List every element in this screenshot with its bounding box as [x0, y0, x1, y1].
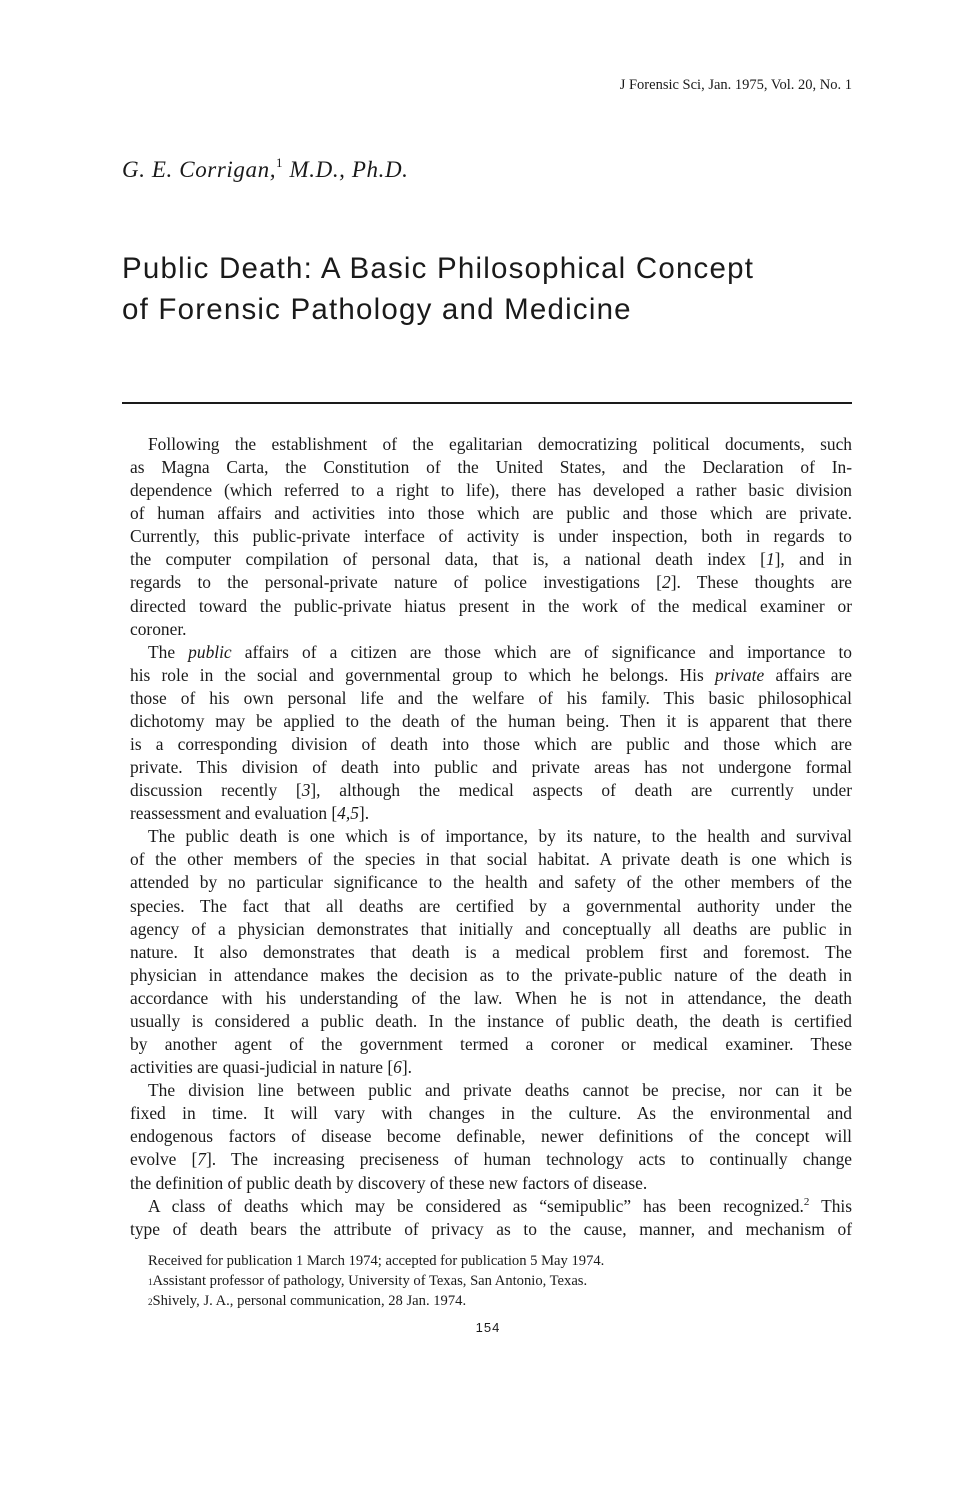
text-line [130, 595, 852, 618]
text-run: the definition of public death by discovery of these new factors of disease. [130, 1172, 648, 1193]
footnote-mark: 1 [276, 155, 284, 170]
text-line [130, 1079, 852, 1102]
footnote-reference: 2 [803, 1195, 810, 1208]
text-run: affairs of a citizen are those which are of significance and importance to [231, 641, 852, 662]
author-name: G. E. Corrigan, [122, 157, 277, 182]
running-head: J Forensic Sci, Jan. 1975, Vol. 20, No. 1 [619, 77, 852, 93]
text-run: directed toward the public-private hiatus present in the work of the medical examiner or [130, 595, 852, 616]
author-line [122, 157, 409, 183]
text-line [130, 1056, 852, 1079]
italic-run: 2 [661, 572, 671, 593]
text-run: This [809, 1195, 852, 1216]
title-line: of Forensic Pathology and Medicine [122, 293, 632, 326]
paragraph [130, 433, 852, 641]
text-run: attended by no particular significance to the health and safety of the other members of the [130, 872, 852, 893]
text-line [130, 433, 852, 456]
text-line [130, 756, 852, 779]
text-run: endogenous factors of disease become definable, newer definitions of the concept will [130, 1126, 852, 1147]
text-run: physician in attendance makes the decision as to the private-public nature of the death in [130, 964, 852, 985]
text-run: of human affairs and activities into those which are public and those which are private. [130, 503, 852, 524]
text-run: his role in the social and governmental group to which he belongs. His [130, 664, 715, 685]
text-run: fixed in time. It will vary with changes in the culture. As the environmental and [130, 1103, 852, 1124]
text-run: reassessment and evaluation [ [130, 803, 338, 824]
text-line [130, 1195, 852, 1218]
text-line [130, 895, 852, 918]
text-run: activities are quasi-judicial in nature [ [130, 1057, 394, 1078]
text-line [130, 733, 852, 756]
text-run: by another agent of the government termed a coroner or medical examiner. These [130, 1034, 852, 1055]
text-line [130, 964, 852, 987]
title-divider [122, 402, 852, 404]
footnote-mark: 2 [148, 1297, 153, 1307]
text-run: ], and in [774, 549, 852, 570]
text-run: ]. [358, 803, 370, 824]
text-run: species. The fact that all deaths are certified by a governmental authority under the [130, 895, 852, 916]
text-run: nature. It also demonstrates that death is a medical problem first and foremost. The [130, 941, 852, 962]
text-run: ]. [401, 1057, 413, 1078]
text-line [130, 502, 852, 525]
text-line [130, 918, 852, 941]
text-line [130, 779, 852, 802]
text-line [130, 525, 852, 548]
received-note: Received for publication 1 March 1974; accepted for publication 5 May 1974. [148, 1253, 605, 1269]
text-run: evolve [ [130, 1149, 198, 1170]
text-line [130, 1172, 852, 1195]
author-degrees: M.D., Ph.D. [283, 157, 409, 182]
text-run: those of his own personal life and the welfare of his family. This basic philosophical [130, 687, 852, 708]
text-line [130, 548, 852, 571]
text-line [130, 479, 852, 502]
footnote-text: Assistant professor of pathology, University of Texas, San Antonio, Texas. [152, 1273, 588, 1289]
paragraph [130, 1195, 852, 1241]
text-line [130, 710, 852, 733]
text-line [130, 1010, 852, 1033]
italic-run: 7 [197, 1149, 206, 1170]
text-run: dichotomy may be applied to the death of the human being. Then it is apparent that there [130, 710, 852, 731]
text-run: private. This division of death into public and private areas has not undergone formal [130, 757, 852, 778]
footnote [148, 1291, 604, 1311]
text-line [130, 802, 852, 825]
italic-run: 6 [393, 1057, 402, 1078]
text-run: ]. The increasing preciseness of human technology acts to continually change [205, 1149, 852, 1170]
italic-run: 3 [301, 780, 311, 801]
text-run: the computer compilation of personal data, that is, a national death index [ [130, 549, 766, 570]
italic-run: public [188, 641, 232, 662]
italic-run: private [714, 664, 765, 685]
italic-run: 4,5 [337, 803, 359, 824]
page-number: 154 [475, 1320, 501, 1335]
text-line [130, 987, 852, 1010]
text-run: accordance with his understanding of the law. When he is not in attendance, the death [130, 987, 852, 1008]
text-run: ], although the medical aspects of death are currently under [310, 780, 852, 801]
text-line [130, 687, 852, 710]
text-run: The public death is one which is of importance, by its nature, to the health and survival [148, 826, 852, 847]
text-run: Following the establishment of the egalitarian democratizing political documents, such [148, 434, 852, 454]
text-line [130, 1102, 852, 1125]
text-run: Currently, this public-private interface of activity is under inspection, both in regards to [130, 526, 852, 547]
text-run: as Magna Carta, the Constitution of the United States, and the Declaration of In- [130, 457, 852, 478]
text-line [130, 1033, 852, 1056]
text-line [130, 848, 852, 871]
text-run: ]. These thoughts are [670, 572, 852, 593]
footnote-text: Shively, J. A., personal communication, 28 Jan. 1974. [152, 1293, 467, 1309]
text-line [130, 618, 852, 641]
text-run: regards to the personal-private nature of police investigations [ [130, 572, 662, 593]
text-line [130, 1148, 852, 1171]
text-run: usually is considered a public death. In the instance of public death, the death is certified [130, 1010, 852, 1031]
article-body [130, 433, 852, 1241]
text-run: discussion recently [ [130, 780, 302, 801]
text-line [130, 825, 852, 848]
text-run: type of death bears the attribute of privacy as to the cause, manner, and mechanism of [130, 1218, 852, 1239]
text-run: of the other members of the species in that social habitat. A private death is one which is [130, 849, 852, 870]
paragraph [130, 1079, 852, 1194]
article-title [122, 248, 754, 330]
text-line [130, 941, 852, 964]
text-line [130, 664, 852, 687]
text-line [130, 1125, 852, 1148]
paragraph [130, 641, 852, 826]
text-run: is a corresponding division of death into those which are public and those which are [130, 734, 852, 755]
text-line [130, 641, 852, 664]
text-line [130, 456, 852, 479]
paragraph [130, 825, 852, 1079]
text-run: dependence (which referred to a right to life), there has developed a rather basic division [130, 480, 852, 501]
footnote-mark: 1 [148, 1277, 153, 1287]
footnote [148, 1271, 604, 1291]
text-run: The division line between public and private deaths cannot be precise, nor can it be [148, 1080, 852, 1101]
text-run: affairs are [764, 664, 852, 685]
text-run: agency of a physician demonstrates that initially and conceptually all deaths are public in [130, 918, 852, 939]
text-line [130, 871, 852, 894]
text-run: The [148, 641, 189, 662]
text-line [130, 571, 852, 594]
text-run: coroner. [130, 618, 187, 639]
footnotes [148, 1251, 604, 1311]
italic-run: 1 [765, 549, 775, 570]
title-line: Public Death: A Basic Philosophical Concept [122, 252, 755, 285]
text-run: A class of deaths which may be considered as “semipublic” has been recognized. [148, 1195, 804, 1216]
text-line [130, 1218, 852, 1241]
